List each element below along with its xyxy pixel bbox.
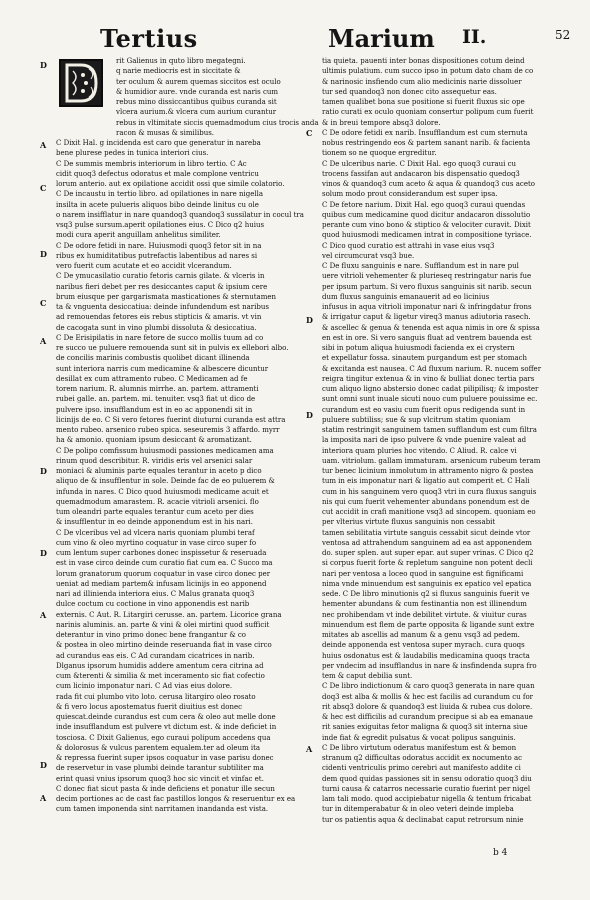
text-line: tosciosa. C Dixit Galienus, ego curaui polipum accedens qua [56, 733, 271, 742]
margin-note: A [40, 140, 47, 150]
text-line: C De Erisipilatis in nare fetore de succo mollis tuum ad co [56, 333, 264, 342]
text-line: trocens fassifan aut andacaron bis dispensatio quedoq3 [322, 169, 520, 178]
text-line: minuendum est flem de parte opposita & ligande sunt extre [322, 620, 535, 629]
text-line: sunt interiora narris cum medicamine & albescere dicuntur [56, 364, 269, 373]
text-line: rinum quod describitur. R. viridis eris vel arsenici salar [56, 456, 253, 465]
text-line: dum fluxus sanguinis emanauerit ad eo licinius [322, 292, 490, 301]
margin-note: D [40, 466, 47, 476]
signature-mark: b 4 [493, 848, 508, 858]
text-line: infunda in nares. C Dico quod huiusmodi medicame acuit et [56, 487, 269, 496]
margin-note: A [40, 336, 47, 346]
text-line: la imposita nari de ipso pulvere & vnde puenire valeat ad [322, 436, 527, 445]
text-line: desillat ex cum attramento rubeo. C Medicamen ad fe [56, 374, 248, 383]
text-line: C De libro indictionum & caro quoq3 generata in nare quan [322, 682, 535, 691]
text-line: cum licinio imponatur nari. C Ad vias eius dolore. [56, 682, 233, 691]
text-line: stranum q2 difficultas odoratus accidit ex nocumento ac [322, 754, 523, 762]
right-text-column [322, 56, 568, 825]
text-line: lorum anterio. aut ex opilatione accidit ossi que simile colatorio. [56, 180, 285, 188]
text-line: puluere subtiliss; sue & sup vlcitrum statim quoniam [322, 415, 511, 424]
text-line: per vlterius virtute fluxus sanguinis non cessabit [322, 518, 496, 527]
left-text-column [56, 56, 319, 815]
text-line: aliquo de & insufflentur in sole. Deinde fac de eo puluerem & [56, 477, 275, 486]
text-line: et expellatur fossa. sinautem purgandum est per stomach [322, 354, 528, 363]
text-line: tur sed quandoq3 non donec cito assequetur eas. [322, 87, 497, 96]
text-line: infusus in aqua vitrioli imponatur nari & infringdatur frons [322, 303, 532, 311]
text-line: licinijs de eo. C Si vero fetores fuerint diuturni curanda est attra [56, 415, 286, 424]
text-line: & in breui tempore absq3 dolore. [322, 118, 441, 127]
text-line: quod huiusmodi medicamen intrat in compositione tyriace. [322, 231, 532, 240]
text-line: C De incaustu in tertio libro. ad opilationes in nare nigella [56, 190, 264, 199]
text-line: Dlganus ipsorum humidis addere amentum cera citrina ad [56, 661, 264, 670]
text-line: & fi vero locus apostematus fuerit diuitius est donec [56, 702, 243, 711]
text-line: C Dixit Hal. g incidenda est caro que generatur in nareba [56, 139, 261, 147]
text-line: tur os patientis aqua & declinabat caput retrorsum ninie [322, 815, 524, 824]
text-line: per ipsum partum. Si vero fluxus sanguinis sit narib. secun [322, 282, 532, 291]
section-numeral: II. [462, 26, 487, 48]
text-line: vero fuerit cum acutate et eo accidit vlcerandum. [56, 262, 232, 270]
text-line: C De odore fetidi ex narib. Insufflandum est cum sternuta [322, 128, 528, 137]
text-line: & repressa fuerint super ipsos coquatur in vase parisu donec [56, 754, 274, 762]
text-line: deinde apponenda est ventosa super myrach. cura quoqs [322, 641, 525, 650]
text-line: de reservetur in vase plumbi deinde tarantur subtiliter ma [56, 764, 264, 773]
margin-note: A [40, 793, 47, 803]
margin-note: A [306, 744, 313, 754]
text-line: modi cura aperit anguillam anhelitus similiter. [56, 231, 221, 240]
text-line: nari per ventosa a loceo quod in sanguine est fignificami [322, 569, 524, 578]
margin-note: A [40, 610, 47, 620]
text-line: erint quasi vnius ipsorum quoq3 hoc sic vincit et vinfac et. [56, 774, 264, 783]
text-line: per vndecim ad insufflandus in nare & insfindenda supra fro [322, 661, 537, 670]
text-line: rit Galienus in quto libro megategni. [116, 57, 246, 65]
text-line: decim portiones ac de cast fac pastillos longos & reseruentur ex ea [56, 795, 296, 803]
text-line: vsq3 pulse sursum.aperit opilationes eius. C Dico q2 huius [56, 221, 265, 229]
running-title-right: Marium [328, 24, 435, 53]
text-line: cidit quoq3 defectus odoratus et male complone ventricu [56, 169, 259, 178]
text-line: cum lentum super carbones donec inspissetur & reseruada [56, 549, 267, 557]
text-line: tionem so ne quoque ergreditur. [322, 149, 437, 158]
text-line: tum in eis imponatur nari & ligatio aut comperit et. C Hali [322, 477, 530, 486]
text-line: quiescat.deinde curandus est cum cera & oleo aut melle done [56, 713, 276, 721]
margin-note: C [306, 128, 313, 138]
margin-note: C [40, 298, 47, 308]
folio-number: 52 [555, 28, 571, 42]
text-line: re succo ue puluere remouenda sunt sit in pulvis ex ellebori albo. [56, 344, 289, 352]
text-line: rubei galle. an. partem. mi. tenuiter. vsq3 fiat ut dico de [56, 395, 256, 404]
text-line: ventosa ad attrahendum sanguinem ad ea ast apponendem [322, 538, 532, 547]
text-line: vlcera aurium.& vlcera cum aurium curantur [116, 108, 277, 117]
text-line: nec prohibendam vt inde debilitet virtute. & viuitur curas [322, 610, 527, 619]
margin-note: D [40, 60, 47, 70]
text-line: nima vnde minuendum est sanguinis ex epatico vel epatica [322, 579, 532, 588]
text-line: nari ad illinienda interiora eius. C Malus granata quoq3 [56, 590, 255, 598]
text-line: & insufflentur in eo deinde apponendum est in his nari. [56, 518, 253, 527]
text-line: & narinosic insfiendo cum alio medicinis narie dissoluer [322, 77, 522, 86]
text-line: rit absq3 dolore & quandoq3 est liuida & rubea cus dolore. [322, 702, 533, 711]
text-line: doq3 est alba & mollis & hec est facilis ad curandum cu for [322, 692, 533, 701]
text-line: tamen qualibet bona sue positione si fuerit fluxus sic ope [322, 98, 525, 106]
text-line: do. super splen. aut super epar. aut super vrinas. C Dico q2 [322, 549, 534, 557]
text-line: rebus mino dissiccantibus quibus curanda sit [116, 98, 277, 106]
text-line: cum in his sanguinem vero quoq3 vtri in cura fluxus sanguis [322, 487, 537, 496]
text-line: ha & amonio. quoniam ipsum desiccant & aromatizant. [56, 436, 252, 445]
text-line: nobus restringendo eos & partem sanant narib. & facienta [322, 139, 531, 147]
text-line: sede. C De libro minutionis q2 si fluxus sanguinis fuerit ve [322, 590, 530, 598]
text-line: C De ulceribus narie. C Dixit Hal. ego quoq3 curaui cu [322, 159, 517, 168]
text-line: naribus fieri debet per res desiccantes caput & ipsium cere [56, 282, 268, 291]
text-line: tur benec licinium inmolutum in attramento nigro & postea [322, 467, 534, 475]
text-line: perante cum vino bono & stiptico & velociter curavit. Dixit [322, 221, 531, 229]
text-line: vinos & quandoq3 cum aceto & aqua & quandoq3 cus aceto [322, 180, 536, 188]
text-line: ad remouendas fetores eis rebus stipticis & amaris. vt vin [56, 313, 262, 322]
text-line: ultimis pulatium. cum succo ipso in potum dato cham de co [322, 67, 534, 76]
text-line: C De polipo comfissum huiusmodi passiones medicamen ama [56, 446, 274, 455]
text-line: C Dico quod curatio est attrahi in vase eius vsq3 [322, 241, 495, 250]
text-line: cidenti ventriculis primo cerebri aut manifesto addite ci [322, 764, 521, 773]
text-line: & postea in oleo mirtino deinde reseruanda fiat in vase circo [56, 641, 272, 650]
text-line: vel circumcurat vsq3 bue. [322, 251, 415, 260]
text-line: bene plurese pedes in tunica interiori cius. [56, 149, 209, 158]
text-line: & ascellec & genua & tenenda est aqua nimis in ore & spissa [322, 323, 540, 332]
running-head [0, 20, 590, 53]
text-line: ribus ex humiditatibus putrefactis labentibus ad nares si [56, 251, 258, 260]
text-line: statim restringit sanguinem tamen sufflandum est cum filtra [322, 426, 537, 434]
text-line: ter oculum & aurem quemas siccitos est oculo [116, 77, 281, 86]
text-line: sunt omni sunt inuale sicuti nouo cum puluere pouissime ec. [322, 395, 538, 404]
text-line: torem narium. R. alumnis mirrhe. an. partem. attramenti [56, 385, 259, 393]
text-line: cum vino & oleo myrtino coquatur in vase circo super fo [56, 538, 257, 547]
text-line: C De ymucasilatio curatio fetoris carnis gilate. & vlceris in [56, 272, 265, 281]
margin-note: D [306, 315, 313, 325]
text-line: deterantur in vino primo donec bene frangantur & co [56, 631, 247, 639]
margin-note: C [40, 183, 47, 193]
text-line: tia quieta. pauenti inter bonas dispositiones cotum deind [322, 57, 525, 65]
text-line: tamen sebilitatia virtute sanguis cessabit sicut deinde vtor [322, 528, 531, 537]
text-line: turni causa & catarros necessarie curatio fuerint per nigel [322, 784, 531, 793]
text-line: & hec est difficilis ad curandum precipue si ab ea emanaue [322, 713, 533, 721]
text-line: o narem insifflatur in nare quandoq3 quandoq3 sussilatur in cocul tra [56, 210, 304, 219]
text-line: rada fit cui plumbo vito loto. cerusa litargiro oleo rosato [56, 692, 256, 701]
text-line: lam tali modo. quod accipiebatur nigella & tentum fricabat [322, 795, 532, 803]
text-line: & irrigatur caput & ligetur vireq3 manus adiutoria rasech. [322, 313, 531, 322]
text-line: hementer abundans & cum festinantia non est illinendum [322, 600, 527, 609]
margin-note: D [306, 410, 313, 420]
text-line: reigra tingitur extenua & in vino & bulliat donec tertia pars [322, 374, 535, 383]
text-line: dulce coctum cu coctione in vino apponendis est narib [56, 600, 250, 609]
text-line: interiora quam pluries hoc vitendo. C Aliud. R. calce vi [322, 446, 517, 455]
text-line: quemadmodum amarastem. R. acacie vitrioli arsenici. flo [56, 497, 259, 506]
text-line: narinis aluminis. an. parte & vini & olei mirtini quod sufficit [56, 620, 270, 629]
text-line: q narie mediocris est in siccitate & [116, 67, 241, 76]
text-line: mento rubeo. arsenico rubeo spica. seseuremis 3 affardo. myrr [56, 426, 280, 434]
text-line: de concilis marinis combustis quolibet dicant illinenda [56, 354, 250, 363]
text-line: & excitanda est nausea. C Ad fluxum narium. R. nucem soffer [322, 364, 542, 373]
margin-note: D [40, 760, 47, 770]
running-title-left: Tertius [100, 24, 198, 53]
text-line: inde fiat & egredit pulsatus & vocat polipus sanguinis. [322, 733, 516, 742]
text-line: en est in ore. Si vero sanguis fluat ad ventrem bauenda est [322, 333, 532, 342]
text-line: & humidior aure. vnde curanda est naris cum [116, 87, 279, 96]
text-line: si corpus fuerit forte & repletum sanguine non potent decli [322, 559, 533, 568]
text-line: cum aliquo ligno abstersio donec cadat pilipilisq; & imposter [322, 385, 539, 393]
text-line: quibus cum medicamine quod dicitur andacaron dissolutio [322, 210, 531, 219]
text-line: C De fluxu sanguinis e nare. Sufflandum est in nare pul [322, 262, 519, 270]
text-line: rit sanies exiguitas fetor maligna & quoq3 sit interna siue [322, 723, 528, 732]
text-line: solum modo prout considerandum est super ipsa. [322, 190, 498, 199]
text-line: lorum granatorum quorum coquatur in vase circo donec per [56, 569, 271, 578]
text-line: uam. vitriolum. gallam immaturam. arsenicum rubeum teram [322, 456, 541, 465]
text-line: cum tamen imponenda sint narritamen inandanda est vista. [56, 805, 269, 814]
margin-note: D [40, 249, 47, 259]
text-line: & dolorosus & vulcus parentem equalem.ter ad oleum ita [56, 743, 261, 752]
text-line: brum eiusque per gargarismata masticationes & sternutamen [56, 292, 277, 301]
text-line: C De odore fetidi in nare. Huiusmodi quoq3 fetor sit in na [56, 241, 262, 250]
text-line: insilta in acete pulueris aliquos bibo deinde linitus cu ole [56, 200, 259, 209]
text-line: ta & vnguenta desiccatiua: deinde infundendum est naribus [56, 303, 269, 311]
text-line: ueniat ad mediam partem& infusam licinijs in eo apponend [56, 579, 267, 588]
text-line: C De libro virtutum oderatus manifestum est & bemon [322, 743, 517, 752]
text-line: C De vlceribus vel ad vlcera naris quoniam plumbi teraf [56, 528, 255, 537]
text-line: rebus in vltimitate siccis quemadmodum cius trocis anda [116, 118, 319, 127]
text-line: ratio curati ex oculo quoniam consertur polipum cum fuerit [322, 108, 534, 117]
text-line: sibi in potum aliqua huiusmodi facienda ex ei crystern [322, 344, 515, 352]
text-line: inde insufflandum est pulvere vt dictum est. & inde deficiet in [56, 723, 277, 732]
text-line: tum oleandri parte equales terantur cum aceto per dies [56, 508, 254, 516]
text-line: uere vitrioli vehementer & plurieseq restringatur naris fue [322, 272, 532, 281]
text-line: huius osdonatus est & laudabilis medicamina quoqs tracta [322, 651, 530, 660]
text-line: nis qui cum fuerit vehementer abundans ponendum est de [322, 497, 530, 506]
text-line: tem & caput debilia sunt. [322, 672, 413, 680]
text-line: externis. C Aut. R. Litargiri cerusse. an. partem. Licorice grana [56, 610, 282, 619]
text-line: tur in ditemperabatur & in oleo veteri deinde impleba [322, 805, 514, 814]
text-line: racon & musas & similibus. [116, 128, 215, 137]
text-line: curandum est eo vasiu cum fuerit opus redigenda sunt in [322, 405, 526, 414]
text-line: cum &terenti & similia & met inceramento sic fiat cofectio [56, 672, 265, 680]
text-line: mitates ab ascellis ad manum & a genu vsq3 ad pedem. [322, 631, 520, 639]
text-line: ad curandus eas eis. C Ad curandam cicatrices in narib. [56, 651, 255, 660]
text-line: C donec fiat sicut pasta & inde deficiens et ponatur ille secun [56, 784, 275, 793]
text-line: moniaci & aluminis parte equales terantur in aceto p dico [56, 467, 262, 475]
margin-note: D [40, 548, 47, 558]
text-line: est in vase circo deinde cum curatio fiat cum ea. C Succo ma [56, 559, 273, 568]
text-line: C De summis membris interiorum in libro tertio. C Ac [56, 159, 247, 168]
text-line: C De fetore narium. Dixit Hal. ego quoq3 curaui quendas [322, 200, 526, 209]
text-line: cut accidit in crafi manitione vsq3 ad sincopem. quoniam eo [322, 508, 536, 516]
text-line: pulvere ipso. insufflandum est in eo ac apponendi sit in [56, 405, 253, 414]
text-line: de cacogata sunt in vino plumbi dissoluta & desiccatiua. [56, 323, 257, 332]
text-line: dem quod quidas passiones sit in sensu odoratio quoq3 diu [322, 774, 532, 783]
